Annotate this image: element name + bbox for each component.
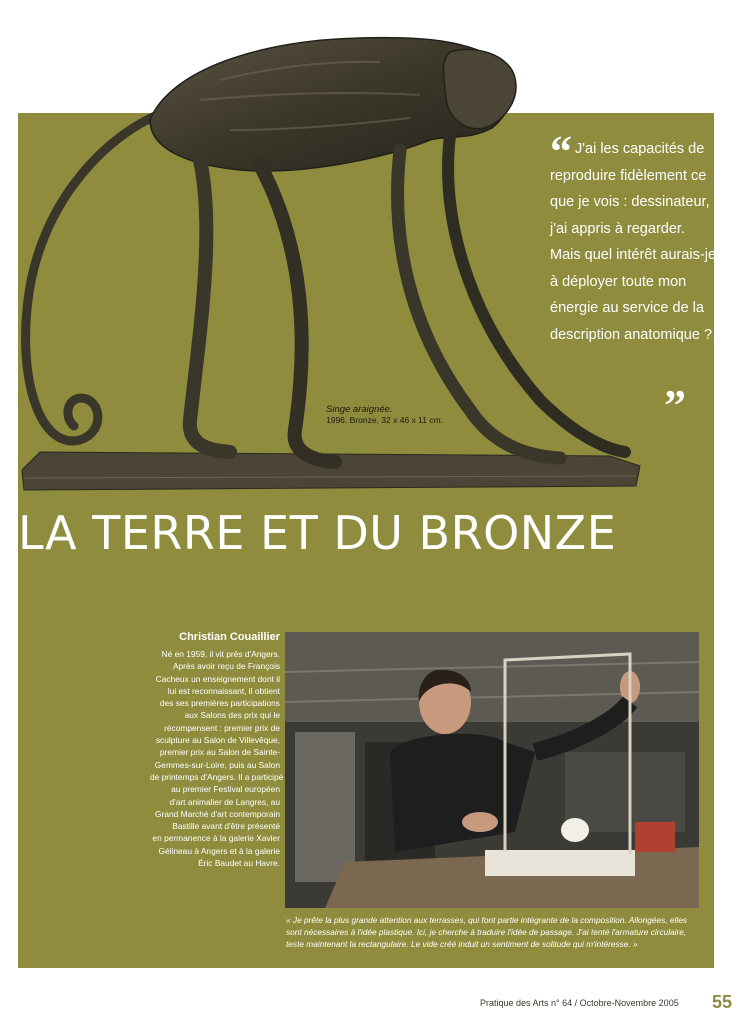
open-quote-mark: “ xyxy=(550,127,572,176)
magazine-footer: Pratique des Arts n° 64 / Octobre-Novembre 2005 xyxy=(480,998,679,1008)
sculpture-details: 1996. Bronze, 32 x 46 x 11 cm. xyxy=(326,415,444,425)
photo-caption: « Je prête la plus grande attention aux terrasses, qui font partie intégrante de la composition. Allongées, elles sont nécessaires à l'idée plastique. Ici, je cherche à traduire l'idée de passage. J'ai tenté l'armature circulaire, teste maintenant la rectangulaire. Le vide créé induit un sentiment de solitude qui m'intéresse. » xyxy=(286,915,687,949)
article-headline: LA TERRE ET DU BRONZE xyxy=(18,506,617,560)
sculpture-caption xyxy=(326,404,443,426)
workshop-photo xyxy=(285,632,699,908)
quote-line: “ J'ai les capacités de xyxy=(550,127,705,176)
quote-line: j'ai appris à regarder. xyxy=(550,220,685,237)
artist-name: Christian Couaillier xyxy=(179,631,280,643)
quote-line: que je vois : dessinateur, xyxy=(550,194,710,210)
quote-line: description anatomique ? xyxy=(550,326,713,343)
artist-bio: Né en 1959, il vit près d'Angers. Après avoir reçu de François Cacheux un enseignement dont il lui est reconnaissant, il obtient des ses premières participations aux Salons des prix qui le récompensent : premier prix de sculpture au Salon de Villevêque, premier prix au Salon de Sainte- Gemmes-sur-Loire, puis au Salon de printemps d'Angers. Il a participé au premier Festival européen d'art animalier de Langres, au Grand Marché d'art contemporain Bastille avant d'être présenté en permanence à la galerie Xavier Gélineau à Angers et à la galerie Éric Baudet au Havre. xyxy=(150,649,284,869)
quote-line: à déployer toute mon xyxy=(550,273,687,290)
quote-line: Mais quel intérêt aurais-je xyxy=(550,247,717,263)
quote-line: reproduire fidèlement ce xyxy=(550,167,707,184)
quote-line: énergie au service de la xyxy=(550,300,704,316)
page-number: 55 xyxy=(712,992,733,1012)
pull-quote xyxy=(550,127,720,348)
sculpture-title: Singe araignée. xyxy=(326,404,393,415)
close-quote-mark: ” xyxy=(664,381,686,430)
